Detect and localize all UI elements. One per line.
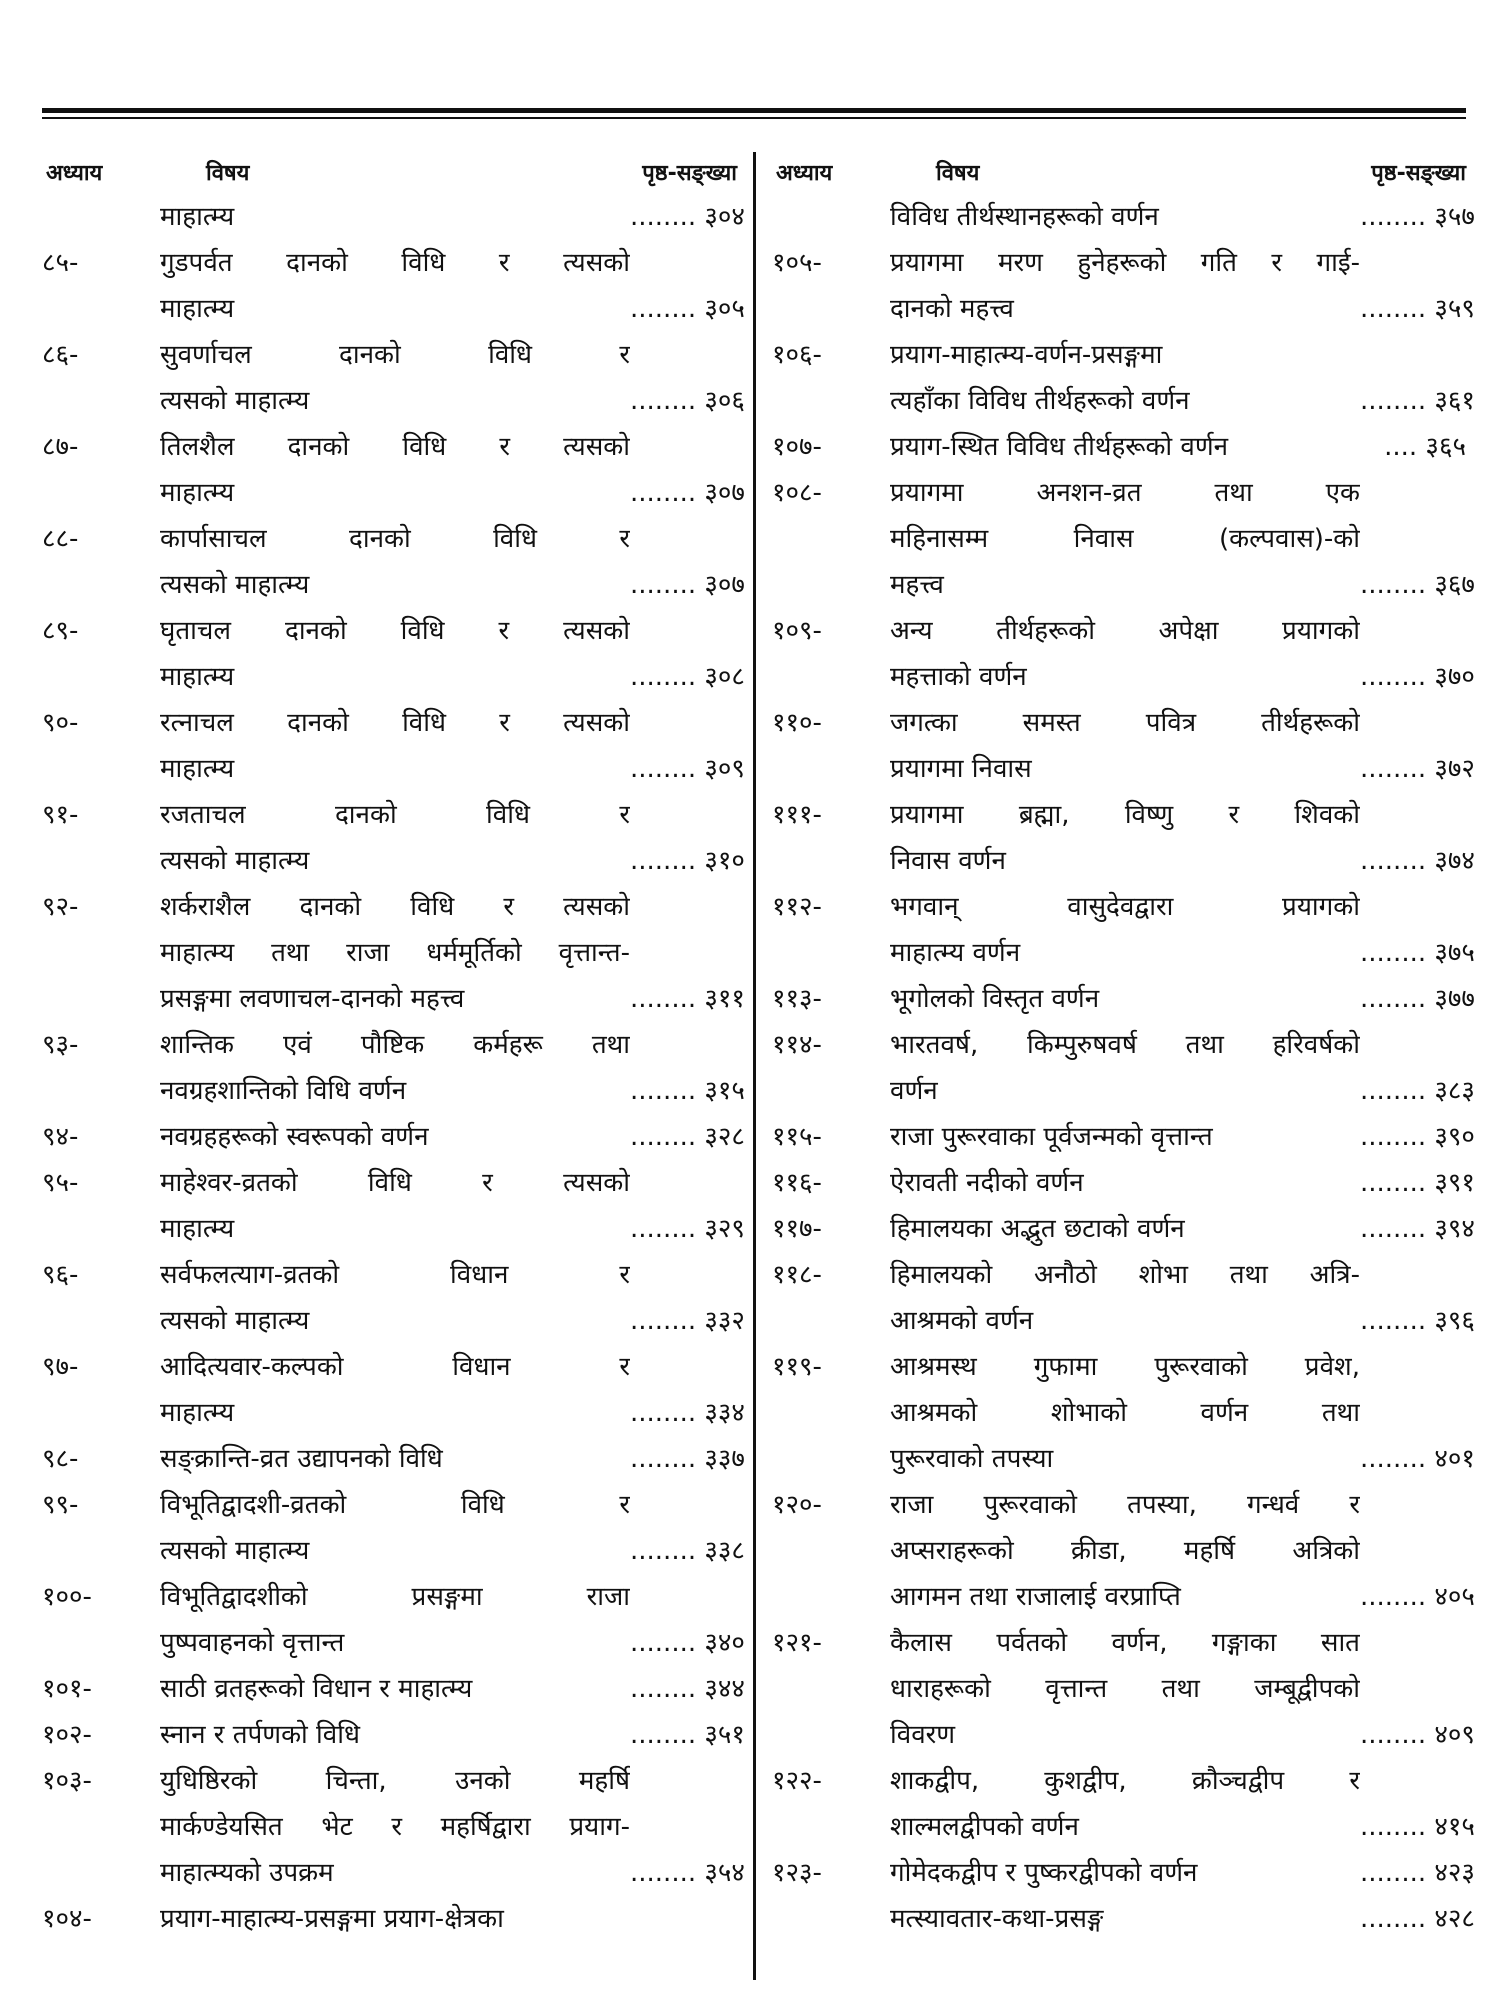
chapter-number: १२१- (772, 1628, 822, 1658)
chapter-number: ८५- (42, 248, 79, 278)
toc-entry (772, 1206, 1475, 1252)
column-divider (753, 152, 756, 1980)
entry-title-line: त्यहाँका विविध तीर्थहरूको वर्णन (890, 386, 1190, 416)
page-number: ........ ३७० (1360, 662, 1475, 692)
page-number: ........ ३७४ (1360, 846, 1475, 876)
entry-title-line: प्रयाग-माहात्म्य-प्रसङ्गमा प्रयाग-क्षेत्रका (160, 1904, 504, 1934)
entry-title-line: जगत्का समस्त पवित्र तीर्थहरूको (890, 708, 1360, 738)
page-number: ........ ४१५ (1360, 1812, 1475, 1842)
toc-right-column (772, 150, 1475, 1942)
entry-title-line: शाल्मलद्वीपको वर्णन (890, 1812, 1079, 1842)
entry-title-line: नवग्रहहरूको स्वरूपको वर्णन (160, 1122, 429, 1152)
entry-title-line: शाकद्वीप, कुशद्वीप, क्रौञ्चद्वीप र (890, 1766, 1360, 1796)
page-number: ........ ४०५ (1360, 1582, 1475, 1612)
entry-title-line: महत्त्व (890, 570, 944, 600)
toc-entry (42, 1896, 737, 1942)
page-number: ........ ३६७ (1360, 570, 1475, 600)
toc-entry (772, 194, 1475, 240)
entry-title-line: आश्रमको शोभाको वर्णन तथा (890, 1398, 1360, 1428)
entry-title-line: माहात्म्य (160, 1398, 235, 1428)
entry-title-line: आगमन तथा राजालाई वरप्राप्ति (890, 1582, 1181, 1612)
page-number: ........ ३९४ (1360, 1214, 1475, 1244)
chapter-number: ११७- (772, 1214, 822, 1244)
header-chapter: अध्याय (46, 161, 103, 186)
toc-entry (772, 1160, 1475, 1206)
toc-entry (42, 332, 745, 424)
entry-title-line: प्रयागमा अनशन-व्रत तथा एक (890, 478, 1360, 508)
page-number: ........ ३०९ (630, 754, 745, 784)
chapter-number: ११८- (772, 1260, 822, 1290)
page-number: ........ ३३७ (630, 1444, 745, 1474)
toc-entry (42, 1344, 745, 1436)
chapter-number: १०२- (42, 1720, 92, 1750)
entry-title-line: रजताचल दानको विधि र (160, 800, 630, 830)
entry-title-line: प्रयाग-माहात्म्य-वर्णन-प्रसङ्गमा (890, 340, 1163, 370)
entry-title-line: महिनासम्म निवास (कल्पवास)-को (890, 524, 1360, 554)
entry-title-line: तिलशैल दानको विधि र त्यसको (160, 432, 630, 462)
toc-entry (42, 1160, 745, 1252)
entry-title-line: भारतवर्ष, किम्पुरुषवर्ष तथा हरिवर्षको (890, 1030, 1360, 1060)
chapter-number: १०६- (772, 340, 822, 370)
entry-title-line: विभूतिद्वादशी-व्रतको विधि र (160, 1490, 630, 1520)
entry-title-line: ऐरावती नदीको वर्णन (890, 1168, 1084, 1198)
chapter-number: ९०- (42, 708, 79, 738)
page-number: ........ ३९० (1360, 1122, 1475, 1152)
entry-title-line: प्रयागमा ब्रह्मा, विष्णु र शिवको (890, 800, 1360, 830)
entry-title-line: माहेश्वर-व्रतको विधि र त्यसको (160, 1168, 630, 1198)
chapter-number: ९६- (42, 1260, 79, 1290)
entry-title-line: आश्रमको वर्णन (890, 1306, 1034, 1336)
entry-title-line: महत्ताको वर्णन (890, 662, 1027, 692)
toc-entry (42, 1252, 745, 1344)
entry-title-line: स्नान र तर्पणको विधि (160, 1720, 360, 1750)
chapter-number: ९२- (42, 892, 79, 922)
entry-title-line: प्रयागमा मरण हुनेहरूको गति र गाई- (890, 248, 1360, 278)
toc-entry (772, 700, 1475, 792)
chapter-number: १२२- (772, 1766, 822, 1796)
toc-entry (42, 700, 745, 792)
toc-entry (772, 1114, 1475, 1160)
toc-entry (772, 1896, 1475, 1942)
entry-title-line: मार्कण्डेयसित भेट र महर्षिद्वारा प्रयाग- (160, 1812, 630, 1842)
chapter-number: ११५- (772, 1122, 822, 1152)
page-number: ........ ३८३ (1360, 1076, 1475, 1106)
page-number: ........ ३१० (630, 846, 745, 876)
entry-title-line: माहात्म्य वर्णन (890, 938, 1021, 968)
entry-title-line: माहात्म्य तथा राजा धर्ममूर्तिको वृत्तान्त- (160, 938, 630, 968)
page-number: ........ ३०६ (630, 386, 745, 416)
chapter-number: ११३- (772, 984, 822, 1014)
page-number: .... ३६५ (1384, 432, 1466, 462)
chapter-number: १००- (42, 1582, 92, 1612)
entry-title-line: राजा पुरूरवाका पूर्वजन्मको वृत्तान्त (890, 1122, 1213, 1152)
toc-entry (42, 884, 745, 1022)
chapter-number: ९५- (42, 1168, 79, 1198)
page-number: ........ ३३२ (630, 1306, 745, 1336)
chapter-number: १०९- (772, 616, 822, 646)
page-number: ........ ३०४ (630, 202, 745, 232)
entry-title-line: त्यसको माहात्म्य (160, 1306, 310, 1336)
page-number: ........ ३५७ (1360, 202, 1475, 232)
toc-entry (772, 240, 1475, 332)
entry-title-line: रत्नाचल दानको विधि र त्यसको (160, 708, 630, 738)
toc-entry (42, 1022, 745, 1114)
entry-title-line: माहात्म्य (160, 1214, 235, 1244)
chapter-number: ११९- (772, 1352, 822, 1382)
toc-entry (42, 424, 745, 516)
chapter-number: १११- (772, 800, 822, 830)
chapter-number: १२३- (772, 1858, 822, 1888)
page-number: ........ ३२९ (630, 1214, 745, 1244)
page-number: ........ ४०९ (1360, 1720, 1475, 1750)
chapter-number: १०४- (42, 1904, 92, 1934)
entry-title-line: शर्कराशैल दानको विधि र त्यसको (160, 892, 630, 922)
chapter-number: १०१- (42, 1674, 92, 1704)
page-number: ........ ३५१ (630, 1720, 745, 1750)
entry-title-line: हिमालयका अद्भुत छटाको वर्णन (890, 1214, 1185, 1244)
header-page: पृष्ठ-सङ्ख्या (1371, 161, 1466, 186)
entry-title-line: कैलास पर्वतको वर्णन, गङ्गाका सात (890, 1628, 1360, 1658)
chapter-number: ११२- (772, 892, 822, 922)
toc-entry (42, 1574, 745, 1666)
toc-entry (42, 1712, 745, 1758)
entry-title-line: प्रयाग-स्थित विविध तीर्थहरूको वर्णन (890, 432, 1229, 462)
chapter-number: १०८- (772, 478, 822, 508)
entry-title-line: कार्पासाचल दानको विधि र (160, 524, 630, 554)
entry-title-line: विवरण (890, 1720, 956, 1750)
chapter-number: ९३- (42, 1030, 79, 1060)
page-number: ........ ३०७ (630, 478, 745, 508)
entry-title-line: शान्तिक एवं पौष्टिक कर्महरू तथा (160, 1030, 630, 1060)
page-number: ........ ३१५ (630, 1076, 745, 1106)
toc-entry (42, 1436, 745, 1482)
page-number: ........ ३७५ (1360, 938, 1475, 968)
entry-title-line: गुडपर्वत दानको विधि र त्यसको (160, 248, 630, 278)
toc-entry (772, 792, 1475, 884)
toc-entry (772, 976, 1475, 1022)
chapter-number: ९८- (42, 1444, 79, 1474)
entry-title-line: वर्णन (890, 1076, 938, 1106)
page-number: ........ ३९६ (1360, 1306, 1475, 1336)
entry-title-line: सुवर्णाचल दानको विधि र (160, 340, 630, 370)
chapter-number: ११०- (772, 708, 822, 738)
page-number: ........ ४२८ (1360, 1904, 1475, 1934)
chapter-number: १०३- (42, 1766, 92, 1796)
toc-entry (772, 884, 1475, 976)
page-number: ........ ३०५ (630, 294, 745, 324)
page-number: ........ ३५९ (1360, 294, 1475, 324)
page-number: ........ ४०१ (1360, 1444, 1475, 1474)
entry-title-line: गोमेदकद्वीप र पुष्करद्वीपको वर्णन (890, 1858, 1198, 1888)
entry-title-line: नवग्रहशान्तिको विधि वर्णन (160, 1076, 407, 1106)
entry-title-line: विविध तीर्थस्थानहरूको वर्णन (890, 202, 1159, 232)
chapter-number: ९१- (42, 800, 79, 830)
toc-right-entries (772, 194, 1475, 1942)
entry-title-line: आश्रमस्थ गुफामा पुरूरवाको प्रवेश, (890, 1352, 1360, 1382)
entry-title-line: युधिष्ठिरको चिन्ता, उनको महर्षि (160, 1766, 630, 1796)
entry-title-line: भूगोलको विस्तृत वर्णन (890, 984, 1100, 1014)
entry-title-line: त्यसको माहात्म्य (160, 846, 310, 876)
page-number: ........ ३४४ (630, 1674, 745, 1704)
chapter-number (772, 194, 890, 240)
toc-entry (42, 1758, 745, 1896)
toc-entry (42, 608, 745, 700)
toc-entry (772, 470, 1475, 608)
entry-title-line: मत्स्यावतार-कथा-प्रसङ्ग (890, 1904, 1104, 1934)
chapter-number: ८६- (42, 340, 79, 370)
page-number: ........ ३३८ (630, 1536, 745, 1566)
entry-title-line: घृताचल दानको विधि र त्यसको (160, 616, 630, 646)
toc-entry (772, 1344, 1475, 1482)
entry-title-line: भगवान् वासुदेवद्वारा प्रयागको (890, 892, 1360, 922)
toc-left-entries (42, 194, 745, 1942)
page-number: ........ ३७२ (1360, 754, 1475, 784)
page-number: ........ ३६१ (1360, 386, 1475, 416)
toc-header (42, 150, 737, 194)
page-number: ........ ३७७ (1360, 984, 1475, 1014)
top-rule (42, 108, 1466, 119)
toc-entry (772, 1850, 1475, 1896)
page-number: ........ ३५४ (630, 1858, 745, 1888)
toc-entry (42, 1666, 745, 1712)
entry-title-line: पुष्पवाहनको वृत्तान्त (160, 1628, 345, 1658)
toc-entry (42, 516, 745, 608)
entry-title-line: त्यसको माहात्म्य (160, 570, 310, 600)
entry-title-line: माहात्म्यको उपक्रम (160, 1858, 334, 1888)
page-number: ........ ३३४ (630, 1398, 745, 1428)
page-number: ........ ३११ (630, 984, 745, 1014)
entry-title-line: प्रसङ्गमा लवणाचल-दानको महत्त्व (160, 984, 465, 1014)
entry-title-line: हिमालयको अनौठो शोभा तथा अत्रि- (890, 1260, 1360, 1290)
entry-title-line: अप्सराहरूको क्रीडा, महर्षि अत्रिको (890, 1536, 1360, 1566)
page-number: ........ ४२३ (1360, 1858, 1475, 1888)
entry-title-line: विभूतिद्वादशीको प्रसङ्गमा राजा (160, 1582, 630, 1612)
toc-entry (772, 424, 1466, 470)
toc-entry (772, 1620, 1475, 1758)
toc-entry (42, 240, 745, 332)
header-chapter: अध्याय (776, 161, 833, 186)
chapter-number: ११६- (772, 1168, 822, 1198)
chapter-number: ९९- (42, 1490, 79, 1520)
header-subject: विषय (936, 161, 980, 186)
chapter-number: ११४- (772, 1030, 822, 1060)
entry-title-line: त्यसको माहात्म्य (160, 386, 310, 416)
toc-left-column (42, 150, 745, 1942)
entry-title-line: सर्वफलत्याग-व्रतको विधान र (160, 1260, 630, 1290)
header-subject: विषय (206, 161, 250, 186)
header-page: पृष्ठ-सङ्ख्या (642, 161, 737, 186)
entry-title-line: दानको महत्त्व (890, 294, 1014, 324)
chapter-number: ९७- (42, 1352, 79, 1382)
chapter-number: १०७- (772, 432, 822, 462)
entry-title-line: प्रयागमा निवास (890, 754, 1032, 784)
toc-entry (772, 1022, 1475, 1114)
chapter-number: १२०- (772, 1490, 822, 1520)
entry-title-line: माहात्म्य (160, 478, 235, 508)
toc-entry (772, 1758, 1475, 1850)
chapter-number: ८७- (42, 432, 79, 462)
toc-entry (42, 194, 745, 240)
toc-entry (42, 792, 745, 884)
entry-title-line: राजा पुरूरवाको तपस्या, गन्धर्व र (890, 1490, 1360, 1520)
page-number: ........ ३४० (630, 1628, 745, 1658)
entry-title-line: त्यसको माहात्म्य (160, 1536, 310, 1566)
entry-title-line: धाराहरूको वृत्तान्त तथा जम्बूद्वीपको (890, 1674, 1360, 1704)
chapter-number: १०५- (772, 248, 822, 278)
page-number: ........ ३०८ (630, 662, 745, 692)
toc-entry (772, 1252, 1475, 1344)
entry-title-line: माहात्म्य (160, 662, 235, 692)
chapter-number (42, 194, 160, 240)
chapter-number: ९४- (42, 1122, 79, 1152)
entry-title-line: अन्य तीर्थहरूको अपेक्षा प्रयागको (890, 616, 1360, 646)
entry-title-line: निवास वर्णन (890, 846, 1006, 876)
chapter-number (772, 1896, 890, 1942)
entry-title-line: माहात्म्य (160, 754, 235, 784)
chapter-number: ८८- (42, 524, 79, 554)
page-number: ........ ३२८ (630, 1122, 745, 1152)
toc-entry (772, 332, 1475, 424)
entry-title-line: साठी व्रतहरूको विधान र माहात्म्य (160, 1674, 473, 1704)
entry-title-line: माहात्म्य (160, 202, 235, 232)
entry-title-line: पुरूरवाको तपस्या (890, 1444, 1054, 1474)
page-number: ........ ३९१ (1360, 1168, 1475, 1198)
toc-header (772, 150, 1466, 194)
toc-entry (42, 1482, 745, 1574)
entry-title-line: माहात्म्य (160, 294, 235, 324)
entry-title-line: सङ्क्रान्ति-व्रत उद्यापनको विधि (160, 1444, 443, 1474)
toc-entry (42, 1114, 745, 1160)
chapter-number: ८९- (42, 616, 79, 646)
toc-entry (772, 608, 1475, 700)
page-number: ........ ३०७ (630, 570, 745, 600)
toc-entry (772, 1482, 1475, 1620)
entry-title-line: आदित्यवार-कल्पको विधान र (160, 1352, 630, 1382)
